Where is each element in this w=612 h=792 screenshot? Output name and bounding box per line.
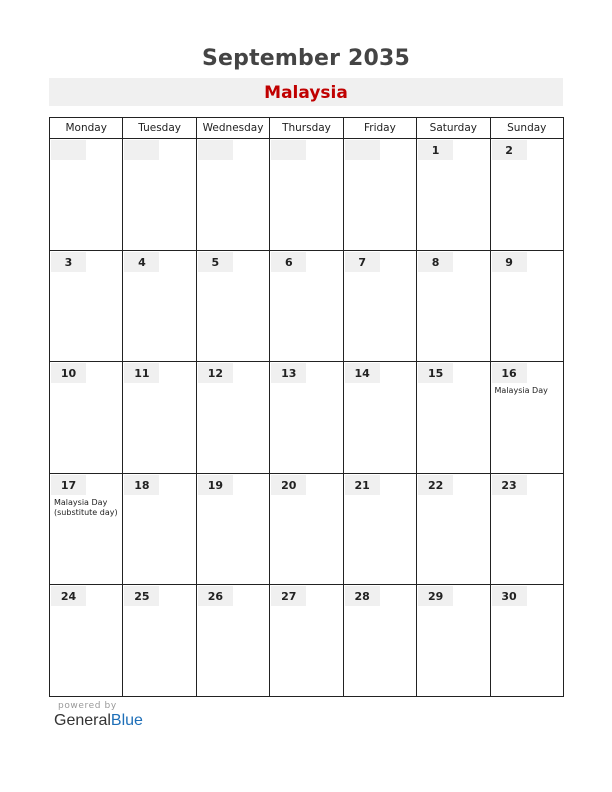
day-number: 25: [124, 586, 159, 606]
day-number: 12: [198, 363, 233, 383]
calendar-grid: [49, 117, 564, 697]
calendar-day-cell[interactable]: [123, 473, 196, 585]
calendar-day-cell[interactable]: [270, 473, 343, 585]
day-number: 10: [51, 363, 86, 383]
calendar-body: [50, 139, 564, 697]
day-number: 19: [198, 475, 233, 495]
calendar-week-row: [50, 250, 564, 362]
calendar-week-row: [50, 585, 564, 697]
day-number: [345, 140, 380, 160]
page-title: September 2035: [201, 46, 411, 71]
powered-by-text: powered by: [58, 701, 117, 711]
day-number: 6: [271, 252, 306, 272]
calendar-day-cell[interactable]: [417, 362, 490, 474]
calendar-day-cell[interactable]: [490, 139, 563, 251]
day-number: [271, 140, 306, 160]
day-number: 9: [492, 252, 527, 272]
day-number: 5: [198, 252, 233, 272]
day-number: [51, 140, 86, 160]
country-name: Malaysia: [264, 83, 348, 103]
brand-general: General: [54, 712, 111, 729]
calendar-day-cell[interactable]: [50, 473, 123, 585]
day-number: 3: [51, 252, 86, 272]
day-number: 26: [198, 586, 233, 606]
calendar-day-cell[interactable]: [490, 473, 563, 585]
calendar-day-cell[interactable]: [123, 139, 196, 251]
day-number: 28: [345, 586, 380, 606]
day-number: 20: [271, 475, 306, 495]
day-number: 24: [51, 586, 86, 606]
calendar-day-cell[interactable]: [196, 139, 269, 251]
day-number: 8: [418, 252, 453, 272]
day-number: 2: [492, 140, 527, 160]
calendar-day-cell[interactable]: [196, 362, 269, 474]
day-number: 7: [345, 252, 380, 272]
day-number: 13: [271, 363, 306, 383]
calendar-day-cell[interactable]: [343, 139, 416, 251]
day-number: 1: [418, 140, 453, 160]
calendar-day-cell[interactable]: [196, 473, 269, 585]
day-number: 17: [51, 475, 86, 495]
day-number: 23: [492, 475, 527, 495]
day-number: 15: [418, 363, 453, 383]
day-number: 14: [345, 363, 380, 383]
weekday-header: Tuesday: [123, 118, 196, 139]
calendar-day-cell[interactable]: [123, 362, 196, 474]
calendar-day-cell[interactable]: [343, 250, 416, 362]
calendar-day-cell[interactable]: [50, 250, 123, 362]
day-number: 16: [492, 363, 527, 383]
day-number: 29: [418, 586, 453, 606]
calendar-day-cell[interactable]: [417, 139, 490, 251]
day-number: 30: [492, 586, 527, 606]
weekday-header: Sunday: [490, 118, 563, 139]
calendar-day-cell[interactable]: [417, 250, 490, 362]
brand-logo[interactable]: [54, 712, 143, 730]
weekday-header: Saturday: [417, 118, 490, 139]
calendar-day-cell[interactable]: [490, 362, 563, 474]
calendar-day-cell[interactable]: [417, 585, 490, 697]
calendar-day-cell[interactable]: [50, 139, 123, 251]
calendar-day-cell[interactable]: [123, 250, 196, 362]
day-number: 18: [124, 475, 159, 495]
calendar-day-cell[interactable]: [343, 362, 416, 474]
calendar-day-cell[interactable]: [490, 250, 563, 362]
calendar-day-cell[interactable]: [196, 585, 269, 697]
holiday-label: Malaysia Day (substitute day): [54, 497, 118, 517]
brand-blue: Blue: [110, 712, 143, 729]
weekday-header: Wednesday: [196, 118, 269, 139]
calendar-day-cell[interactable]: [123, 585, 196, 697]
calendar-day-cell[interactable]: [196, 250, 269, 362]
calendar-day-cell[interactable]: [50, 585, 123, 697]
calendar-day-cell[interactable]: [50, 362, 123, 474]
calendar-day-cell[interactable]: [343, 473, 416, 585]
calendar-day-cell[interactable]: [270, 250, 343, 362]
country-banner: [49, 78, 563, 106]
calendar-day-cell[interactable]: [270, 585, 343, 697]
calendar-day-cell[interactable]: [490, 585, 563, 697]
calendar-week-row: [50, 362, 564, 474]
calendar-day-cell[interactable]: [270, 362, 343, 474]
weekday-header: Friday: [343, 118, 416, 139]
holiday-label: Malaysia Day: [494, 386, 548, 396]
weekday-header: Monday: [50, 118, 123, 139]
weekday-header-row: [50, 118, 564, 139]
day-number: [124, 140, 159, 160]
day-number: 11: [124, 363, 159, 383]
calendar-day-cell[interactable]: [343, 585, 416, 697]
calendar-day-cell[interactable]: [270, 139, 343, 251]
day-number: 4: [124, 252, 159, 272]
day-number: 22: [418, 475, 453, 495]
calendar-week-row: [50, 473, 564, 585]
day-number: 27: [271, 586, 306, 606]
day-number: 21: [345, 475, 380, 495]
weekday-header: Thursday: [270, 118, 343, 139]
calendar-week-row: [50, 139, 564, 251]
calendar-day-cell[interactable]: [417, 473, 490, 585]
day-number: [198, 140, 233, 160]
